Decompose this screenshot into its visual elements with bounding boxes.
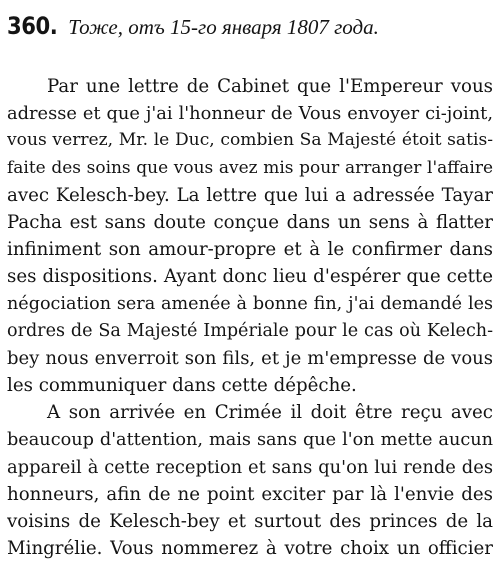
text-line: négociation sera amenée à bonne fin, j'ai demandé les (7, 293, 493, 314)
text-line: honneurs, afin de ne point exciter par là l'envie des (7, 484, 493, 506)
text-line: vous verrez, Mr. le Duc, combien Sa Majesté étoit satis- (7, 130, 493, 151)
paragraph-2 (7, 399, 493, 562)
letter-number: 360. (7, 12, 58, 40)
text-line: appareil à cette reception et sans qu'on lui rende des (7, 456, 493, 478)
text-line: avec Kelesch-bey. La lettre que lui a adressée Tayar (7, 184, 493, 206)
document-page (7, 12, 493, 563)
text-line: Par une lettre de Cabinet que l'Empereur vous (47, 76, 493, 97)
text-line: ordres de Sa Majesté Impériale pour le cas où Kelech- (7, 320, 493, 341)
text-line: bey nous enverroit son fils, et je m'empresse de vous (7, 348, 493, 370)
text-line: adresse et que j'ai l'honneur de Vous envoyer ci-joint, (7, 103, 493, 125)
text-line: faite des soins que vous avez mis pour arranger l'affaire (7, 157, 493, 178)
text-line: A son arrivée en Crimée il doit être reçu avec (47, 402, 493, 424)
letter-heading: Тоже, отъ 15-го января 1807 года. (68, 15, 379, 39)
text-line: beaucoup d'attention, mais sans que l'on mette aucun (7, 429, 493, 450)
text-line: voisins de Kelesch-bey et surtout des princes de la (7, 511, 493, 533)
text-line: Mingrélie. Vous nommerez à votre choix un officier (7, 538, 493, 560)
text-line: Pacha est sans doute conçue dans un sens à flatter (7, 212, 493, 234)
letter-header (7, 12, 493, 44)
paragraph-1 (7, 73, 493, 399)
text-line: ses dispositions. Ayant donc lieu d'espérer que cette (7, 266, 493, 288)
text-line: infiniment son amour-propre et à le confirmer dans (7, 239, 493, 261)
text-line-last: les communiquer dans cette dépêche. (7, 375, 357, 397)
